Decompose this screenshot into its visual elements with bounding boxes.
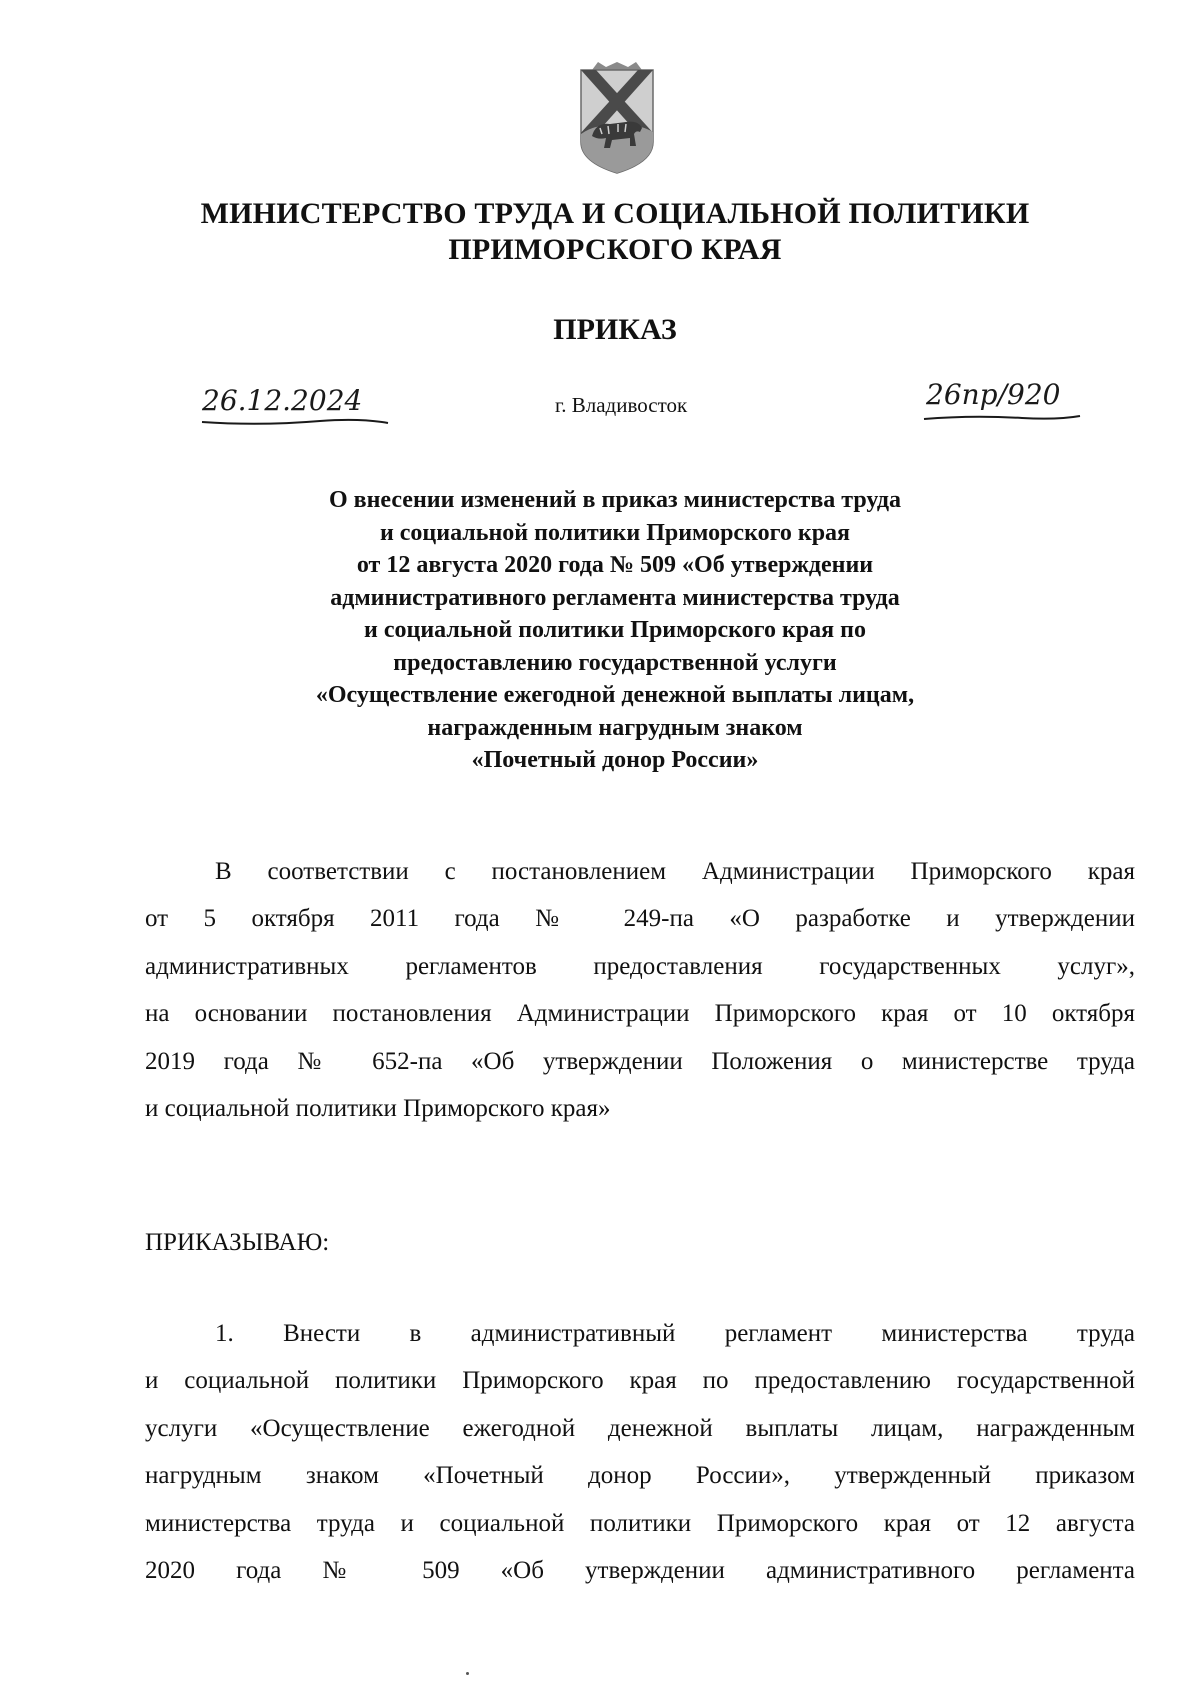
subject-line: предоставлению государственной услуги (393, 649, 837, 676)
item-line: услуги «Осуществление ежегодной денежной выплаты лицам, награжденным (145, 1414, 1135, 1442)
order-directive-word: ПРИКАЗЫВАЮ: (145, 1229, 330, 1256)
item-line: и социальной политики Приморского края по предоставлению государственной (145, 1367, 1135, 1395)
city-label: г. Владивосток (555, 393, 688, 417)
scan-speck (466, 1672, 469, 1675)
item-line: 1. Внести в административный регламент министерства труда (215, 1320, 1135, 1347)
handwritten-order-number (922, 376, 1092, 431)
ministry-name (150, 196, 1080, 268)
item-line: 2020 года № 509 «Об утверждении административного регламента (145, 1556, 1135, 1584)
subject-line: и социальной политики Приморского края (379, 519, 851, 546)
subject-line: административного регламента министерства труда (330, 584, 900, 611)
order-title: ПРИКАЗ (553, 313, 677, 346)
date-value: 26.12.2024 (202, 384, 363, 417)
order-item-1 (145, 1310, 1135, 1594)
preamble-line: от 5 октября 2011 года № 249-па «О разработке и утверждении (145, 905, 1135, 933)
preamble-line: на основании постановления Администрации Приморского края от 10 октября (145, 1000, 1135, 1028)
order-subject (150, 484, 1080, 777)
handwritten-date (200, 384, 400, 434)
coat-of-arms-emblem (578, 62, 656, 176)
preamble-line: В соответствии с постановлением Администрации Приморского края (215, 858, 1135, 885)
ministry-name-line-1: МИНИСТЕРСТВО ТРУДА И СОЦИАЛЬНОЙ ПОЛИТИКИ (200, 197, 1030, 230)
subject-line: от 12 августа 2020 года № 509 «Об утверждении (356, 552, 874, 578)
item-line: нагрудным знаком «Почетный донор России», утвержденный приказом (145, 1462, 1135, 1490)
date-underline (200, 418, 390, 428)
subject-line: О внесении изменений в приказ министерства труда (328, 487, 902, 513)
ministry-name-line-2: ПРИМОРСКОГО КРАЯ (448, 233, 782, 266)
preamble-line: и социальной политики Приморского края» (145, 1094, 611, 1122)
preamble-paragraph (145, 848, 1135, 1132)
order-number-value: 26пр/920 (926, 378, 1061, 411)
subject-line: и социальной политики Приморского края по (364, 617, 866, 643)
item-line: министерства труда и социальной политики Приморского края от 12 августа (145, 1509, 1135, 1537)
preamble-line: 2019 года № 652-па «Об утверждении Положения о министерстве труда (145, 1047, 1135, 1075)
subject-line: «Почетный донор России» (471, 747, 759, 773)
subject-line: награжденным нагрудным знаком (427, 714, 803, 741)
preamble-line: административных регламентов предоставления государственных услуг», (145, 952, 1135, 980)
subject-line: «Осуществление ежегодной денежной выплаты лицам, (315, 682, 915, 708)
number-underline (922, 414, 1082, 424)
